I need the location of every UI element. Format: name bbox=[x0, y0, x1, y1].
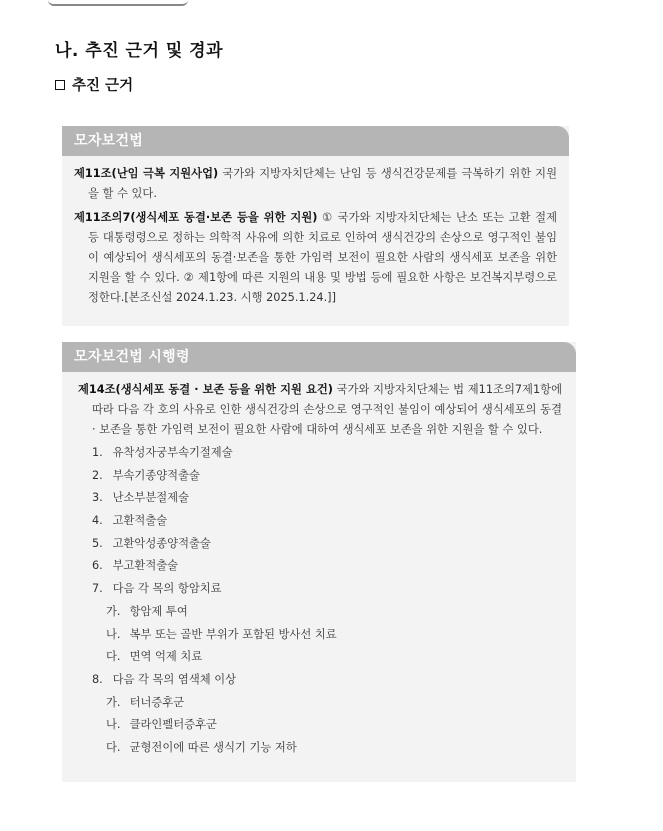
item-text: 고환적출술 bbox=[112, 514, 168, 528]
item-text: 클라인펠터증후군 bbox=[129, 718, 217, 732]
item-text: 고환악성종양적출술 bbox=[112, 536, 211, 550]
sub-list-item bbox=[78, 737, 562, 760]
item-text: 항암제 투여 bbox=[129, 604, 188, 618]
provision-list bbox=[78, 442, 562, 760]
item-marker: 1. bbox=[92, 446, 103, 459]
article-text: ① 국가와 지방자치단체는 난소 또는 고환 절제 등 대통령령으로 정하는 의학적 사유에 의한 치료로 인하여 생식건강의 손상으로 영구적인 불임이 예상되어 생식세포의 동결·보존을 통한 가임력 보전이 필요한 사람의 생식세포 보존을 위한 지원을 할 수 있다. ② 제1항에 따른 지원의 내용 및 방법 등에 필요한 사항은 보건복지부령으로 정한다.[본조신설 2024.1.23. 시행 2025.1.24.]] bbox=[88, 211, 557, 304]
sub-list-item bbox=[78, 624, 562, 647]
item-text: 유착성자궁부속기절제술 bbox=[112, 446, 233, 459]
sub-list-item bbox=[78, 714, 562, 737]
article-14 bbox=[78, 380, 562, 440]
list-item bbox=[78, 578, 562, 601]
item-text: 부고환적출술 bbox=[112, 559, 179, 573]
article-title: 제14조(생식세포 동결 · 보존 등을 위한 지원 요건) bbox=[78, 383, 333, 396]
item-marker: 5. bbox=[92, 536, 103, 550]
item-marker: 2. bbox=[92, 468, 103, 482]
box-title: 모자보건법 bbox=[62, 126, 569, 156]
law-box-maternal-health-act bbox=[62, 126, 569, 326]
article-11 bbox=[74, 164, 557, 204]
item-marker: 나. bbox=[106, 627, 121, 641]
list-item bbox=[78, 533, 562, 556]
list-item bbox=[78, 487, 562, 510]
item-text: 균형전이에 따른 생식기 기능 저하 bbox=[129, 740, 297, 754]
sub-heading-label: 추진 근거 bbox=[72, 78, 134, 94]
article-title: 제11조의7(생식세포 동결·보존 등을 위한 지원) bbox=[74, 211, 318, 224]
article-text: 국가와 지방자치단체는 법 제11조의7제1항에 따라 다음 각 호의 사유로 인한 생식건강의 손상으로 영구적인 불임이 예상되어 생식세포의 동결 · 보존을 통한 가임력 보전이 필요한 사람에 대하여 생식세포 보존을 위한 지원을 할 수 있다. bbox=[92, 383, 562, 436]
item-marker: 4. bbox=[92, 514, 103, 528]
item-marker: 6. bbox=[92, 559, 103, 573]
top-divider bbox=[48, 0, 188, 6]
sub-heading bbox=[55, 74, 133, 95]
law-box-enforcement-decree bbox=[62, 342, 576, 782]
item-text: 면역 억제 치료 bbox=[129, 650, 203, 664]
article-11-7 bbox=[74, 208, 557, 308]
item-text: 다음 각 목의 항암치료 bbox=[112, 582, 222, 596]
item-marker: 7. bbox=[92, 582, 103, 596]
item-marker: 8. bbox=[92, 672, 103, 686]
list-item bbox=[78, 465, 562, 488]
box-title: 모자보건법 시행령 bbox=[62, 342, 576, 372]
list-item bbox=[78, 669, 562, 692]
item-marker: 3. bbox=[92, 491, 103, 505]
item-text: 부속기종양적출술 bbox=[112, 468, 200, 482]
item-marker: 가. bbox=[106, 695, 121, 709]
item-text: 다음 각 목의 염색체 이상 bbox=[112, 672, 237, 686]
list-item bbox=[78, 442, 562, 465]
item-text: 터너증후군 bbox=[129, 695, 185, 709]
checkbox-bullet-icon bbox=[55, 80, 65, 90]
item-text: 난소부분절제술 bbox=[112, 491, 189, 505]
item-marker: 다. bbox=[106, 740, 121, 754]
item-marker: 가. bbox=[106, 604, 121, 618]
sub-list-item bbox=[78, 646, 562, 669]
item-marker: 다. bbox=[106, 650, 121, 664]
article-title: 제11조(난임 극복 지원사업) bbox=[74, 167, 219, 180]
box-body bbox=[62, 372, 576, 760]
item-marker: 나. bbox=[106, 718, 121, 732]
list-item bbox=[78, 510, 562, 533]
section-heading: 나. 추진 근거 및 경과 bbox=[55, 41, 224, 61]
list-item bbox=[78, 555, 562, 578]
article-text: 국가와 지방자치단체는 난임 등 생식건강문제를 극복하기 위한 지원을 할 수 있다. bbox=[88, 167, 558, 200]
item-text: 복부 또는 골반 부위가 포함된 방사선 치료 bbox=[129, 627, 337, 641]
sub-list-item bbox=[78, 692, 562, 715]
box-body bbox=[62, 156, 569, 308]
sub-list-item bbox=[78, 601, 562, 624]
